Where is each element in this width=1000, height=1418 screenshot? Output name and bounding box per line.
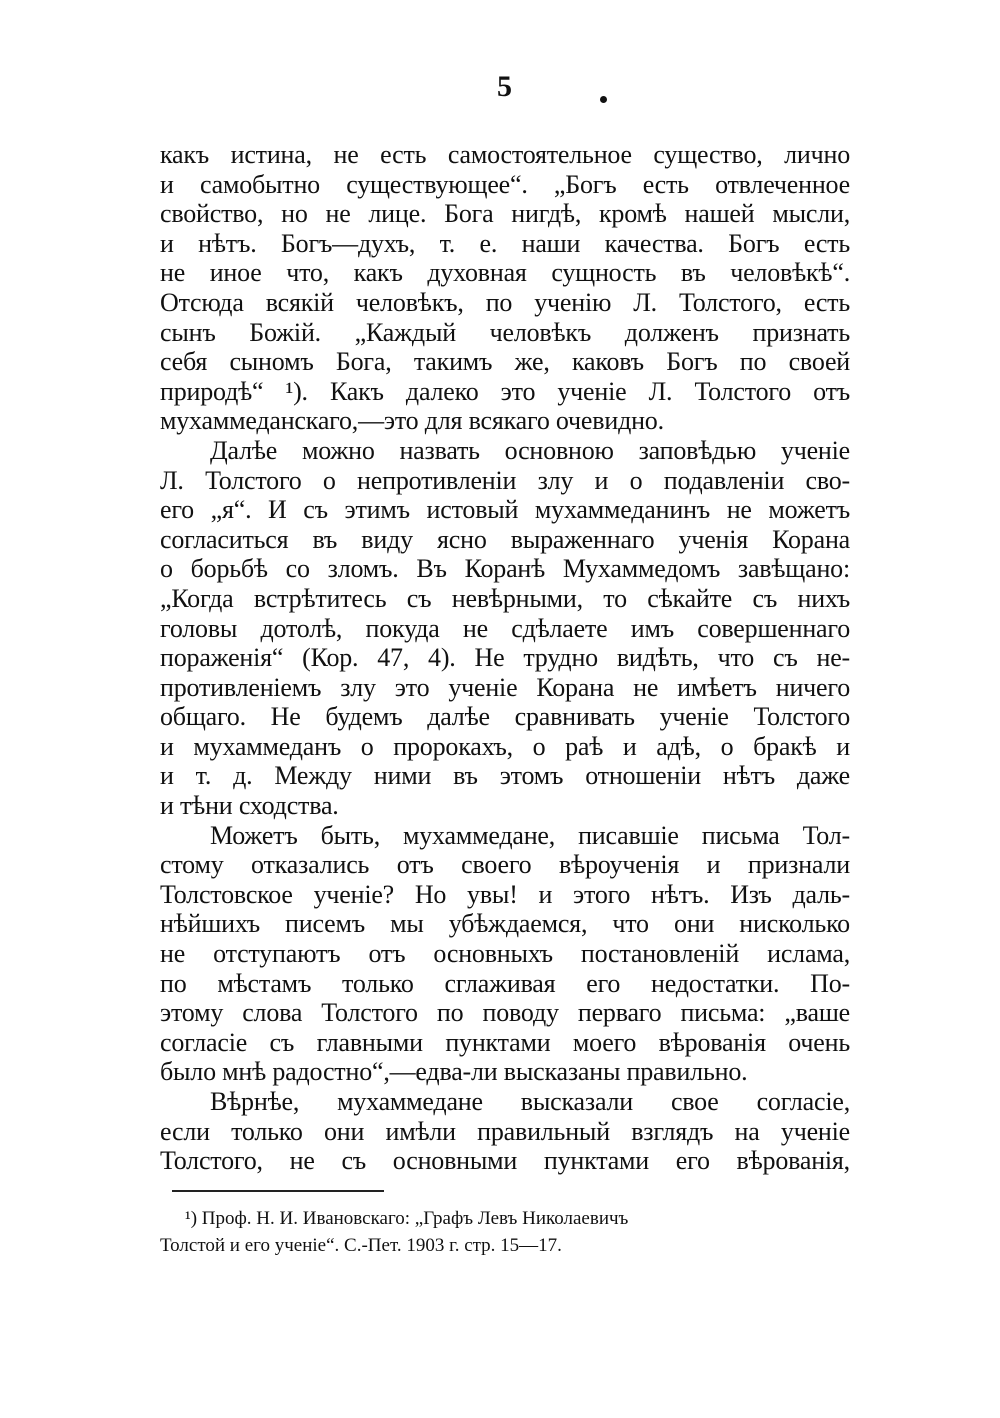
text-line: свойство, но не лице. Бога нигдѣ, кромѣ нашей мысли, — [160, 199, 850, 229]
text-line: какъ истина, не есть самостоятельное существо, лично — [160, 140, 850, 169]
text-line: и мухаммеданъ о пророкахъ, о раѣ и адѣ, о бракѣ и — [160, 731, 850, 761]
text-line: по мѣстамъ только сглаживая его недостатки. По- — [160, 968, 850, 998]
text-line: не иное что, какъ духовная сущность въ человѣкѣ“. — [160, 258, 850, 288]
print-speck — [600, 96, 607, 103]
text-line: Отсюда всякій человѣкъ, по ученію Л. Толстого, есть — [160, 287, 850, 317]
page-number: 5 — [497, 70, 512, 103]
text-line: и т. д. Между ними въ этомъ отношеніи нѣтъ даже — [160, 761, 850, 791]
text-line: было мнѣ радостно“,—едва-ли высказаны правильно. — [160, 1057, 748, 1087]
text-line: Вѣрнѣе, мухаммедане высказали свое согласіе, — [210, 1087, 850, 1116]
text-line: если только они имѣли правильный взглядъ на ученіе — [160, 1116, 850, 1146]
text-line: и нѣтъ. Богъ—духъ, т. е. наши качества. Богъ есть — [160, 228, 850, 258]
text-line: Толстого, не съ основными пунктами его вѣрованія, — [160, 1146, 850, 1176]
paragraph — [160, 140, 850, 436]
text-line: о борьбѣ со зломъ. Въ Коранѣ Мухаммедомъ завѣщано: — [160, 554, 850, 584]
text-line: и самобытно существующее“. „Богъ есть отвлеченное — [160, 169, 850, 199]
text-line: этому слова Толстого по поводу перваго письма: „ваше — [160, 998, 850, 1028]
text-line: согласиться въ виду ясно выраженнаго ученія Корана — [160, 524, 850, 554]
text-line: и тѣни сходства. — [160, 791, 339, 821]
paragraph — [160, 821, 850, 1087]
footnote-line: ¹) Проф. Н. И. Ивановскаго: „Графъ Левъ Николаевичъ — [185, 1208, 629, 1229]
text-line: согласіе съ главными пунктами моего вѣрованія очень — [160, 1027, 850, 1057]
footnote-line: Толстой и его ученіе“. С.-Пет. 1903 г. стр. 15—17. — [160, 1235, 562, 1256]
text-line: противленіемъ злу это ученіе Корана не имѣетъ ничего — [160, 672, 850, 702]
text-line: стому отказались отъ своего вѣроученія и признали — [160, 850, 850, 880]
body-text — [160, 140, 850, 1176]
text-line: сынъ Божій. „Каждый человѣкъ долженъ признать — [160, 317, 850, 347]
text-line: пораженія“ (Кор. 47, 4). Не трудно видѣть, что съ не- — [160, 643, 850, 673]
footnote — [160, 1205, 850, 1259]
footnote-divider — [172, 1190, 384, 1192]
text-line: Можетъ быть, мухаммедане, писавшіе письма Тол- — [210, 820, 850, 850]
text-line: Далѣе можно назвать основною заповѣдью ученіе — [210, 435, 850, 465]
text-line: Л. Толстого о непротивленіи злу и о подавленіи сво- — [160, 465, 850, 495]
text-line: общаго. Не будемъ далѣе сравнивать ученіе Толстого — [160, 702, 850, 732]
text-line: „Когда встрѣтитесь съ невѣрными, то сѣкайте съ нихъ — [160, 583, 850, 613]
text-line: природѣ“ ¹). Какъ далеко это ученіе Л. Толстого отъ — [160, 376, 850, 406]
text-line: нѣйшихъ писемъ мы убѣждаемся, что они нисколько — [160, 909, 850, 939]
paragraph — [160, 436, 850, 821]
text-line: Толстовское ученіе? Но увы! и этого нѣтъ. Изъ даль- — [160, 879, 850, 909]
text-line: себя сыномъ Бога, такимъ же, каковъ Богъ по своей — [160, 347, 850, 377]
text-line: его „я“. И съ этимъ истовый мухаммеданинъ не можетъ — [160, 495, 850, 525]
text-line: не отступаютъ отъ основныхъ постановленій ислама, — [160, 939, 850, 969]
paragraph — [160, 1087, 850, 1176]
text-line: мухаммеданскаго,—это для всякаго очевидно. — [160, 406, 664, 436]
text-line: головы дотолѣ, покуда не сдѣлаете имъ совершеннаго — [160, 613, 850, 643]
